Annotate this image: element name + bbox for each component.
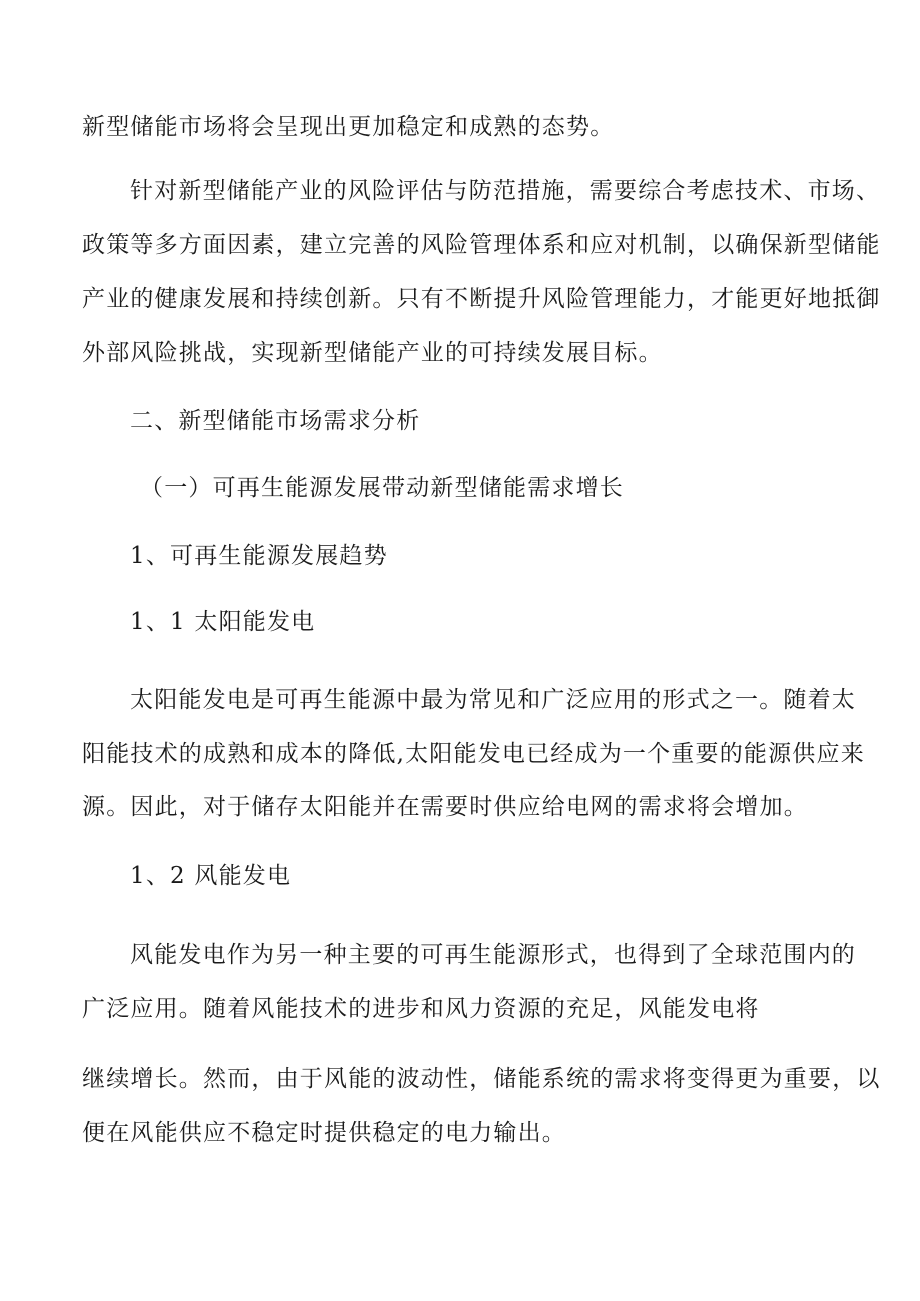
subsection-heading: 1、2 风能发电 xyxy=(130,863,292,889)
subsection-heading: 1、可再生能源发展趋势 xyxy=(130,543,388,569)
paragraph-line: 外部风险挑战，实现新型储能产业的可持续发展目标。 xyxy=(82,340,663,366)
paragraph-line: 广泛应用。随着风能技术的进步和风力资源的充足，风能发电将 xyxy=(82,996,760,1022)
paragraph-line: 产业的健康发展和持续创新。只有不断提升风险管理能力，才能更好地抵御 xyxy=(82,286,881,312)
paragraph-line: 风能发电作为另一种主要的可再生能源形式，也得到了全球范围内的 xyxy=(130,942,856,968)
subsection-heading: 1、1 太阳能发电 xyxy=(130,609,316,635)
paragraph-line: 新型储能市场将会呈现出更加稳定和成熟的态势。 xyxy=(82,114,615,140)
paragraph-line: 针对新型储能产业的风险评估与防范措施，需要综合考虑技术、市场、 xyxy=(130,178,881,204)
paragraph-line: 政策等多方面因素，建立完善的风险管理体系和应对机制，以确保新型储能 xyxy=(82,232,881,258)
subsection-heading: （一）可再生能源发展带动新型储能需求增长 xyxy=(140,475,624,501)
paragraph-line: 源。因此，对于储存太阳能并在需要时供应给电网的需求将会增加。 xyxy=(82,794,808,820)
paragraph-line: 继续增长。然而，由于风能的波动性，储能系统的需求将变得更为重要，以 xyxy=(82,1066,881,1092)
paragraph-line: 便在风能供应不稳定时提供稳定的电力输出。 xyxy=(82,1120,566,1146)
section-heading: 二、新型储能市场需求分析 xyxy=(130,408,421,434)
paragraph-line: 阳能技术的成熟和成本的降低,太阳能发电已经成为一个重要的能源供应来 xyxy=(82,741,865,767)
paragraph-line: 太阳能发电是可再生能源中最为常见和广泛应用的形式之一。随着太 xyxy=(130,687,856,713)
